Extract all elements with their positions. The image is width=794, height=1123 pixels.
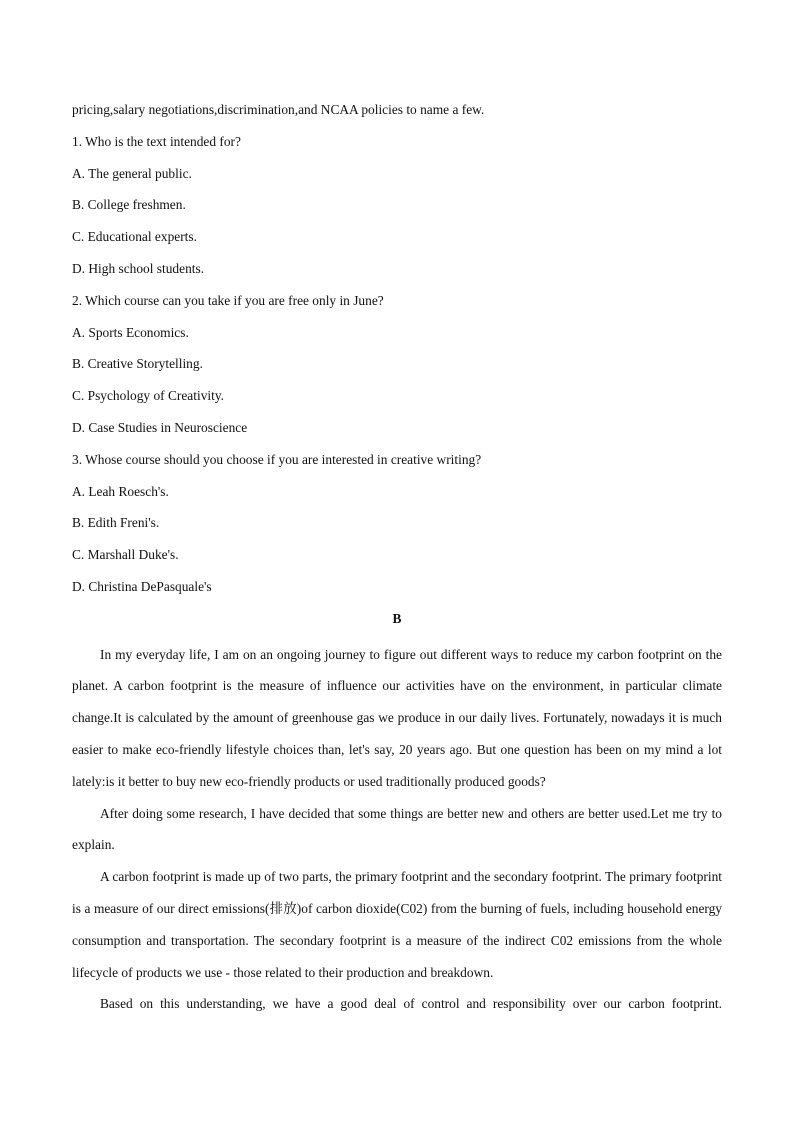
answer-option: D. Case Studies in Neuroscience bbox=[72, 419, 248, 435]
answer-option: D. High school students. bbox=[72, 260, 205, 276]
answer-option: B. Creative Storytelling. bbox=[72, 356, 203, 372]
intro-tail-text: pricing,salary negotiations,discrimination,and NCAA policies to name a few. bbox=[72, 102, 485, 117]
question-stem: 1. Who is the text intended for? bbox=[72, 133, 241, 149]
document-page bbox=[72, 98, 722, 1020]
answer-option: A. Leah Roesch's. bbox=[72, 483, 169, 499]
passage-paragraph: A carbon footprint is made up of two parts, the primary footprint and the secondary footprint. The primary footprint is a measure of our direct emissions(排放)of carbon dioxide(C02) from the burning of fuels, including household energy consumption and transportation. The secondary footprint is a measure of the indirect C02 emissions from the whole lifecycle of products we use - those related to their production and breakdown. bbox=[72, 869, 722, 980]
answer-option: C. Marshall Duke's. bbox=[72, 547, 179, 563]
question-stem: 3. Whose course should you choose if you are interested in creative writing? bbox=[72, 451, 482, 467]
question-1 bbox=[72, 130, 722, 289]
answer-option: B. Edith Freni's. bbox=[72, 515, 160, 531]
passage-paragraph: In my everyday life, I am on an ongoing journey to figure out different ways to reduce my carbon footprint on the planet. A carbon footprint is the measure of influence our activities have on the environment, in particular climate change.It is calculated by the amount of greenhouse gas we produce in our daily lives. Fortunately, nowadays it is much easier to make eco-friendly lifestyle choices than, let's say, 20 years ago. But one question has been on my mind a lot lately:is it better to buy new eco-friendly products or used traditionally produced goods? bbox=[72, 646, 722, 789]
question-2 bbox=[72, 289, 722, 448]
answer-option: B. College freshmen. bbox=[72, 197, 186, 213]
answer-option: C. Psychology of Creativity. bbox=[72, 388, 224, 404]
passage-paragraph: Based on this understanding, we have a good deal of control and responsibility over our carbon footprint. bbox=[100, 996, 722, 1012]
section-heading: B bbox=[392, 610, 402, 626]
question-stem: 2. Which course can you take if you are free only in June? bbox=[72, 292, 384, 308]
answer-option: A. The general public. bbox=[72, 165, 192, 181]
answer-option: A. Sports Economics. bbox=[72, 324, 189, 340]
answer-option: D. Christina DePasquale's bbox=[72, 578, 212, 594]
passage-paragraph: After doing some research, I have decided that some things are better new and others are better used.Let me try to explain. bbox=[72, 805, 722, 853]
question-3 bbox=[72, 448, 722, 607]
answer-option: C. Educational experts. bbox=[72, 229, 197, 245]
